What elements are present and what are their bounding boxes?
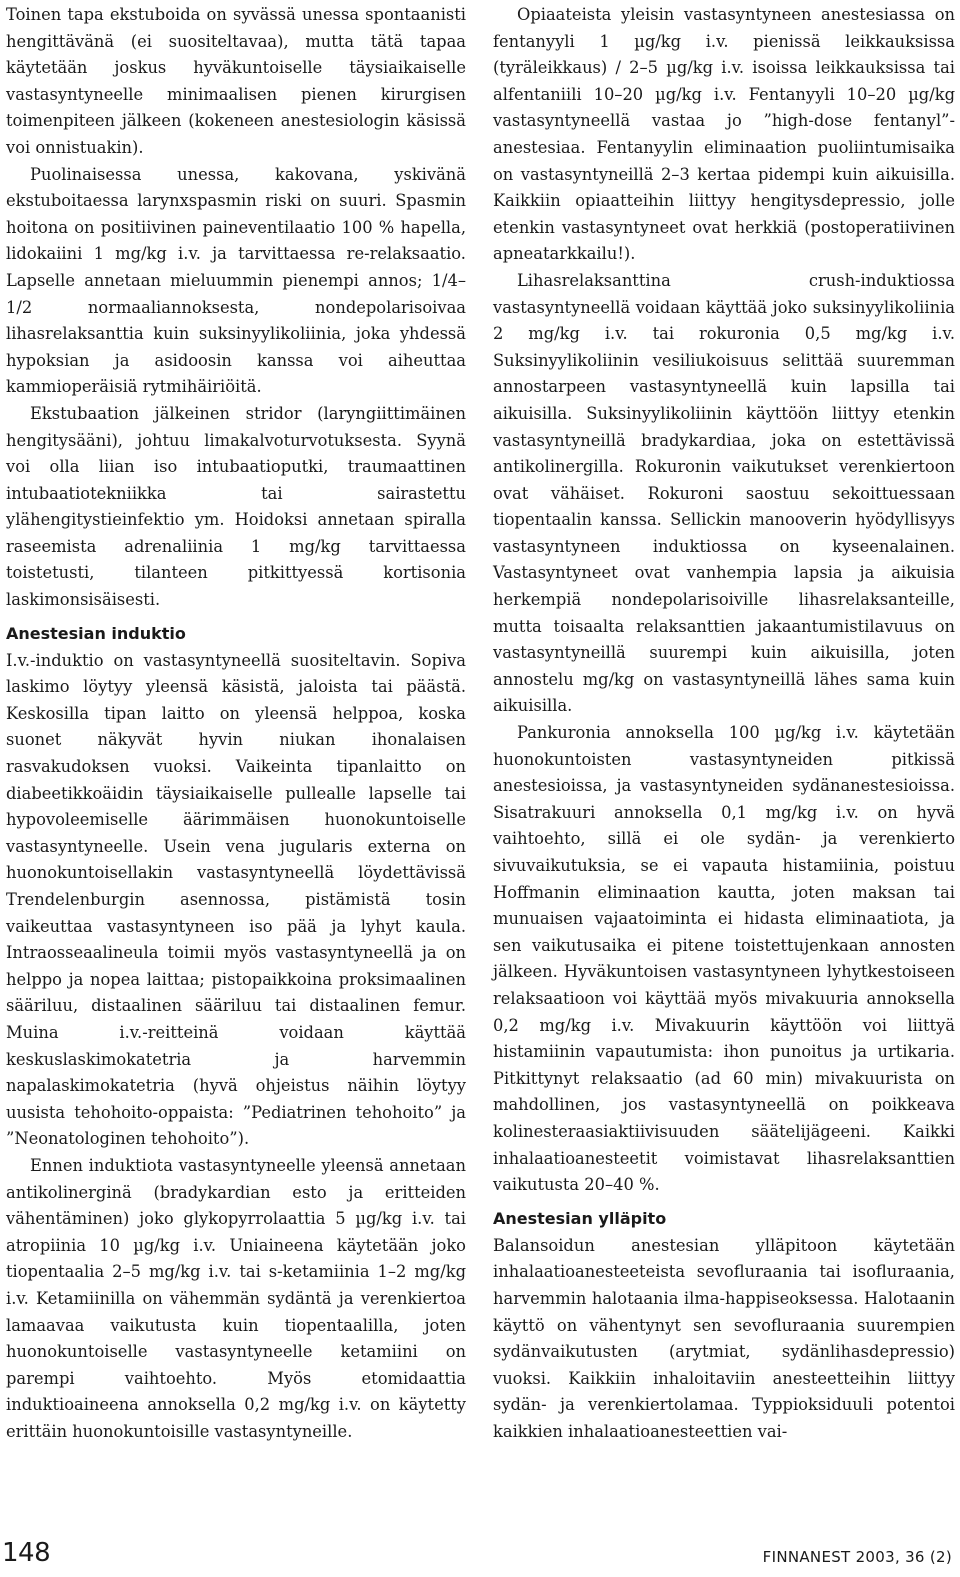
journal-citation: FINNANEST 2003, 36 (2) — [762, 1548, 952, 1566]
paragraph-extubation-deep: Toinen tapa ekstuboida on syvässä unessa spontaanisti hengittävänä (ei suositeltavaa), mutta tätä tapaa käytetään joskus hyväkuntoiselle täysiaikaiselle vastasyntyneelle minimaalisen pienen kirurgisen toimenpiteen jälkeen (kokeneen anestesiologin käsissä voi onnistuakin). — [6, 5, 466, 157]
paragraph-iv-induction: I.v.-induktio on vastasyntyneellä suositeltavin. Sopiva laskimo löytyy yleensä käsistä, jaloista tai päästä. Keskosilla tipan laitto on yleensä helppoa, koska suonet näkyvät hyvin niukan ihonalaisen rasvakudoksen vuoksi. Vaikeinta tipanlaitto on diabeetikkoäidin täysiaikaiselle pullealle lapselle tai hypovoleemiselle äärimmäisen huonokuntoiselle vastasyntyneelle. Usein vena jugularis externa on huonokuntoisellakin vastasyntyneellä löydettävissä Trendelenburgin asennossa, pistämistä tosin vaikeuttaa vastasyntyneen iso pää ja lyhyt kaula. Intraosseaalineula toimii myös vastasyntyneellä ja on helppo ja nopea laittaa; pistopaikkoina proksimaalinen sääriluu, distaalinen sääriluu tai distaalinen femur. Muina i.v.-reitteinä voidaan käyttää keskuslaskimokatetria ja harvemmin napalaskimokatetria (hyvä ohjeistus näihin löytyy uusista tehohoito-oppaista: ”Pediatrinen tehohoito” ja ”Neonatologinen tehohoito”). — [6, 650, 466, 1149]
paragraph-premedication: Ennen induktiota vastasyntyneelle yleensä annetaan antikolinerginä (bradykardian esto ja eritteiden vähentäminen) joko glykopyrrolaattia 5 µg/kg i.v. tai atropiinia 10 µg/kg i.v. Uniaineena käytetään joko tiopentaalia 2–5 mg/kg i.v. tai s-ketamiinia 1–2 mg/kg i.v. Ketamiinilla on vähemmän sydäntä ja verenkiertoa lamaavaa vaikutusta kuin tiopentaalilla, joten huonokuntoiselle vastasyntyneelle ketamiini on parempi vaihtoehto. Myös etomidaattia induktioaineena annoksella 0,2 mg/kg i.v. on käytetty erittäin huonokuntoisille vastasyntyneille. — [6, 1155, 466, 1441]
page-number: 148 — [2, 1538, 51, 1568]
section-heading-maintenance: Anestesian ylläpito — [493, 1208, 667, 1228]
paragraph-balanced-anesthesia: Balansoidun anestesian ylläpitoon käytetään inhalaatioanesteeteista sevofluraania tai isofluraania, harvemmin halotaania ilma-happiseoksessa. Halotaanin käyttö on vähentynyt sen sevofluraania suurempien sydänvaikutusten (arytmiat, sydänlihasdepressio) vuoksi. Kaikkiin inhaloitaviin anesteetteihin liittyy sydän- ja verenkiertolamaa. Typpioksiduuli potentoi kaikkien inhalaatioanesteettien vai- — [493, 1235, 955, 1441]
paragraph-laryngospasm: Puolinaisessa unessa, kakovana, yskivänä ekstuboitaessa larynxspasmin riski on suuri. Spasmin hoitona on positiivinen paineventilaatio 100 % hapella, lidokaiini 1 mg/kg i.v. ja tarvittaessa re-relaksaatio. Lapselle annetaan mieluummin pienempi annos; 1/4–1/2 normaaliannoksesta, nondepolarisoivaa lihasrelaksanttia kuin suksinyylikoliinia, joka yhdessä hypoksian ja asidoosin kanssa voi aiheuttaa kammioperäisiä rytmihäiriöitä. — [6, 164, 466, 397]
paragraph-muscle-relaxants: Lihasrelaksanttina crush-induktiossa vastasyntyneellä voidaan käyttää joko suksinyylikoliinia 2 mg/kg i.v. tai rokuronia 0,5 mg/kg i.v. Suksinyylikoliinin vesiliukoisuus selittää suuremman annostarpeen vastasyntyneellä kuin lapsilla tai aikuisilla. Suksinyylikoliinin käyttöön liittyy etenkin vastasyntyneillä bradykardiaa, joka on estettävissä antikolinergilla. Rokuronin vaikutukset verenkiertoon ovat vähäiset. Rokuroni saostuu sekoittuessaan tiopentaalin kanssa. Sellickin manooverin hyödyllisyys vastasyntyneen induktiossa on kyseenalainen. Vastasyntyneet ovat vanhempia lapsia ja aikuisia herkempiä nondepolarisoiville lihasrelaksanteille, mutta toisaalta relaksanttien jakaantumistilavuus on vastasyntyneillä suurempi kuin aikuisilla, joten annostelu mg/kg on vastasyntyneillä lähes sama kuin aikuisilla. — [493, 270, 955, 716]
right-column — [493, 2, 955, 1445]
paragraph-stridor: Ekstubaation jälkeinen stridor (laryngiittimäinen hengitysääni), johtuu limakalvoturvotuksesta. Syynä voi olla liian iso intubaatioputki, traumaattinen intubaatiotekniikka tai sairastettu ylähengitystieinfektio ym. Hoidoksi annetaan spiralla raseemista adrenaliinia 1 mg/kg tarvittaessa toistetusti, tilanteen pitkittyessä kortisonia laskimonsisäisesti. — [6, 403, 466, 610]
left-column — [6, 2, 466, 1445]
paragraph-opiates: Opiaateista yleisin vastasyntyneen anestesiassa on fentanyyli 1 µg/kg i.v. pienissä leikkauksissa (tyräleikkaus) / 2–5 µg/kg i.v. isoissa leikkauksissa tai alfentaniili 10–20 µg/kg i.v. Fentanyyli 10–20 µg/kg vastasyntyneellä vastaa jo ”high-dose fentanyl”-anestesiaa. Fentanyylin eliminaation puoliintumisaika on vastasyntyneillä 2–3 kertaa pidempi kuin aikuisilla. Kaikkiin opiaatteihin liittyy hengitysdepressio, jolle etenkin vastasyntyneet ovat herkkiä (postoperatiivinen apneatarkkailu!). — [493, 5, 955, 264]
paragraph-pancuronium: Pankuronia annoksella 100 µg/kg i.v. käytetään huonokuntoisten vastasyntyneiden pitkissä anestesioissa, ja vastasyntyneiden sydänanestesioissa. Sisatrakuuri annoksella 0,1 mg/kg i.v. on hyvä vaihtoehto, sillä ei ole sydän- ja verenkierto sivuvaikutuksia, se ei vapauta histamiinia, poistuu Hoffmanin eliminaation kautta, joten maksan tai munuaisen vajaatoiminta ei hidasta eliminaatiota, ja sen vaikutusaika ei pitene toistettujenkaan annosten jälkeen. Hyväkuntoisen vastasyntyneen lyhytkestoiseen relaksaatioon voi käyttää myös mivakuuria annoksella 0,2 mg/kg i.v. Mivakuurin käyttöön voi liittyä histamiinin vapautumista: ihon punoitus ja urtikaria. Pitkittynyt relaksaatio (ad 60 min) mivakuurista on mahdollinen, jos vastasyntyneellä on poikkeava kolinesteraasiaktiivisuuden säätelijägeeni. Kaikki inhalaatioanesteetit voimistavat lihasrelaksanttien vaikutusta 20–40 %. — [493, 723, 955, 1195]
section-heading-induction: Anestesian induktio — [6, 623, 186, 643]
